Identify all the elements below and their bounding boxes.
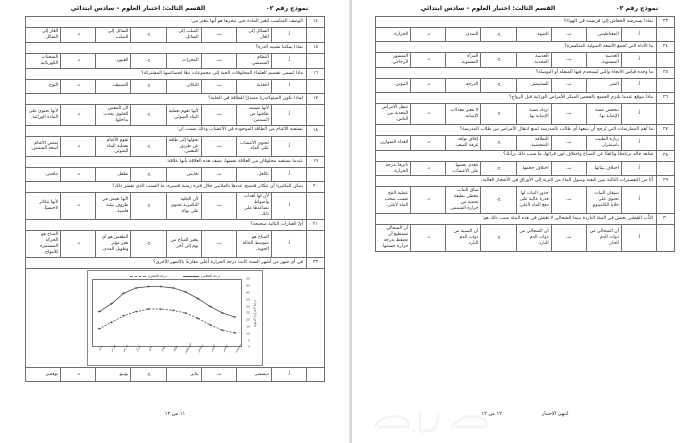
y-tick: 5	[248, 338, 250, 343]
question-text: الدُّب القطبي يعيش في البيئة الباردة بينما الشحالي لا تعيش في هذه البيئة سبب ذلك هو:	[376, 214, 657, 225]
option-text-1[interactable]: العدسة المحدبة.	[516, 53, 551, 68]
option-text-1[interactable]: تعايش.	[166, 168, 201, 182]
option-label-1[interactable]: ب.	[551, 225, 586, 252]
question-row	[376, 124, 675, 135]
question-text: بماذا يسترشد الخفاش إلى فريسته في الهواء؟	[376, 17, 657, 28]
option-text-1[interactable]: السنتيمتر.	[516, 78, 551, 92]
chart-cell	[26, 268, 325, 367]
question-number: ٢١	[307, 220, 325, 231]
option-text-0[interactable]: ديسمبر.	[236, 368, 271, 382]
page-12	[350, 0, 700, 443]
options-row	[26, 104, 325, 125]
chart-row	[26, 268, 325, 367]
options-row	[376, 103, 675, 124]
option-text-3[interactable]: الشحنات الكهربائية.	[26, 53, 61, 68]
option-text-0[interactable]: تنخفض نسبة الإصابة بها.	[586, 103, 621, 124]
x-tick: سبتمبر	[195, 343, 204, 354]
option-label-0[interactable]: أ.	[271, 193, 306, 220]
data-point	[159, 286, 162, 288]
options-row	[26, 193, 325, 220]
data-point	[135, 311, 138, 313]
option-label-1[interactable]: ب.	[201, 193, 236, 220]
option-label-2[interactable]: ج.	[131, 231, 166, 258]
option-label-0[interactable]: أ.	[621, 187, 656, 214]
option-label-3[interactable]: د.	[61, 104, 96, 125]
question-text: أيًا من التفسيرات التالية يبين كيفية وصول الماء من التربة إلى الأوراق في الأشجار العالية:	[376, 176, 657, 187]
option-label-0[interactable]: أ.	[271, 136, 306, 157]
option-label-1[interactable]: ب.	[201, 104, 236, 125]
options-row	[26, 231, 325, 258]
option-text-0[interactable]: العدسة المستوية.	[586, 53, 621, 68]
y-tick: 25	[246, 310, 250, 315]
data-point	[147, 286, 150, 288]
option-text-3[interactable]: نوفمبر.	[26, 368, 61, 382]
chart-y-axis-label: درجة الحرارة المئوية	[252, 299, 257, 328]
options-row-spacer	[657, 103, 675, 124]
option-label-2[interactable]: ج.	[131, 168, 166, 182]
option-text-1[interactable]: التكاثر.	[166, 79, 201, 93]
question-text: ما وحدة قياس الاتجاه والتي يُستخدم فيها المنقلة أو البوصلة؟	[376, 67, 657, 78]
x-tick: فبراير	[108, 344, 117, 353]
option-label-2[interactable]: ج.	[131, 79, 166, 93]
options-row-spacer	[307, 28, 325, 43]
site-watermark	[368, 401, 498, 441]
question-text: ماذا نتوقع عندما يلتزم الجميع بالفحص المبكر للأمراض الوراثية قبل الزواج؟	[376, 92, 657, 103]
series-line-0	[99, 287, 235, 317]
option-text-2[interactable]: لا تتغير معدلات الإصابة.	[446, 103, 481, 124]
question-text: في أي شهر من أشهر السنة كانت درجة الحرارة أعلى مقارنةً بالأشهر الأخرى؟	[26, 257, 307, 268]
option-text-1[interactable]: يتغير المناخ من يوم إلى آخر.	[166, 231, 201, 258]
option-text-0[interactable]: المتر.	[586, 78, 621, 92]
option-text-0[interactable]: لأنها تستمد طاقتها من الشمس.	[236, 104, 271, 125]
options-row	[26, 28, 325, 43]
option-text-2[interactable]: التصنيف.	[96, 79, 131, 93]
question-row	[376, 150, 675, 161]
option-text-2[interactable]: أن الضبية من ذوات الدم البارد.	[446, 225, 481, 252]
options-row-spacer	[657, 28, 675, 42]
data-point	[147, 308, 150, 310]
option-label-3[interactable]: د.	[411, 78, 446, 92]
option-label-1[interactable]: ب.	[201, 231, 236, 258]
option-text-3[interactable]: النيوتن.	[376, 78, 411, 92]
option-text-3[interactable]: تنتقل الأمراض المعدية بين الناس.	[376, 103, 411, 124]
option-text-0[interactable]: التغذية.	[236, 79, 271, 93]
page-12-footer	[350, 411, 700, 417]
option-label-1[interactable]: ب.	[201, 79, 236, 93]
option-text-1[interactable]: يناير.	[166, 368, 201, 382]
option-label-0[interactable]: أ.	[271, 28, 306, 43]
x-tick: أكتوبر	[208, 344, 217, 353]
header-title-right: القسم الثالث: اختبار العلوم – سادس ابتدائي	[420, 5, 556, 12]
page-number-right: ١٢ من ١٢	[481, 411, 502, 417]
option-label-3[interactable]: د.	[411, 28, 446, 42]
question-row	[26, 182, 325, 193]
y-tick: 20	[246, 317, 250, 322]
option-text-0[interactable]: المغناطيس.	[586, 28, 621, 42]
y-tick: 30	[246, 304, 250, 309]
question-number: ١٩	[307, 157, 325, 168]
question-number: ٣٠	[657, 214, 675, 225]
option-text-2[interactable]: تقوم الأغنام بعملية البناء الضوئي.	[96, 136, 131, 157]
y-tick: 35	[246, 297, 250, 302]
question-number: ٢٠	[307, 182, 325, 193]
option-label-2[interactable]: ج.	[481, 187, 516, 214]
question-table-page-12	[375, 16, 675, 252]
option-label-1[interactable]: ب.	[551, 53, 586, 68]
question-number: ٢٧	[657, 124, 675, 135]
question-row	[376, 42, 675, 53]
question-row	[376, 214, 675, 225]
option-label-1[interactable]: ب.	[551, 161, 586, 176]
question-number: ٢٣	[657, 17, 675, 28]
question-number: ٢٨	[657, 150, 675, 161]
options-row	[376, 187, 675, 214]
options-row-spacer	[307, 136, 325, 157]
option-text-3[interactable]: لأنها تحتوي على المادة الوراثية.	[26, 104, 61, 125]
option-text-0[interactable]: المناخ هو متوسط الحالة الجوية.	[236, 231, 271, 258]
option-text-2[interactable]: ساق النبات مغطى بطبقة تحميه من حرارة الشمس.	[446, 187, 481, 214]
option-label-0[interactable]: أ.	[271, 53, 306, 68]
x-tick: أبريل	[134, 344, 141, 353]
option-text-1[interactable]: النظافة الشخصية.	[516, 135, 551, 150]
option-label-3[interactable]: د.	[61, 193, 96, 220]
option-text-1[interactable]: تحولها إلى طاقة عن طريق التنفس.	[166, 136, 201, 157]
options-row-spacer	[307, 231, 325, 258]
option-label-1[interactable]: ب.	[201, 28, 236, 43]
option-label-3[interactable]: د.	[411, 187, 446, 214]
question-text: بماذا يمكننا تشبيه الذرة؟	[26, 42, 307, 53]
data-point	[122, 315, 125, 317]
option-text-2[interactable]: تتغذى بعضها على الأعشاب.	[446, 161, 481, 176]
x-tick: نوفمبر	[221, 343, 229, 353]
options-row	[376, 225, 675, 252]
option-label-1[interactable]: ب.	[201, 168, 236, 182]
question-table-page-11	[25, 16, 325, 382]
question-text: تستفيد الأغنام من الطاقة الموجودة في الأعشاب وذلك بسبب أن:	[26, 125, 307, 136]
option-label-3[interactable]: د.	[61, 368, 96, 382]
option-label-3[interactable]: د.	[61, 231, 96, 258]
question-row	[26, 17, 325, 28]
options-row-spacer	[307, 168, 325, 182]
question-row	[26, 125, 325, 136]
option-text-3[interactable]: تأثرها بدرجة الحرارة.	[376, 161, 411, 176]
legend-swatch-0	[183, 276, 199, 277]
options-row-spacer	[657, 187, 675, 214]
chart-y-ticks	[242, 276, 251, 349]
options-row-spacer	[657, 53, 675, 68]
options-row-spacer	[307, 368, 325, 382]
y-tick: 45	[246, 283, 250, 288]
question-row	[376, 17, 675, 28]
question-number: ١٤	[307, 17, 325, 28]
option-text-3[interactable]: الغاز إلى السائل.	[26, 28, 61, 43]
option-text-0[interactable]: أن الشحالي من ذوات الدم الحار.	[586, 225, 621, 252]
option-label-2[interactable]: ج.	[131, 104, 166, 125]
option-label-2[interactable]: ج.	[481, 161, 516, 176]
option-label-0[interactable]: أ.	[271, 368, 306, 382]
option-label-1[interactable]: ب.	[201, 53, 236, 68]
model-label-left: نموذج رقم ٠٢	[265, 5, 309, 12]
options-row-spacer	[657, 78, 675, 92]
y-tick: 15	[246, 324, 250, 329]
options-row-spacer	[307, 79, 325, 93]
option-label-2[interactable]: ج.	[481, 53, 516, 68]
question-text: يمكن للبكتيريا أن تتكاثر فتصبح عددها بالملايين خلال فترة زمنية قصيرة، ما السبب الذي يفسر ذلك؟	[26, 182, 307, 193]
question-row	[26, 42, 325, 53]
x-tick: يناير	[96, 345, 104, 352]
question-text: لماذا تكون الميتوكندريا مصدرًا للطاقة في الخلية؟	[26, 93, 307, 104]
option-label-1[interactable]: ب.	[551, 103, 586, 124]
option-label-3[interactable]: د.	[411, 161, 446, 176]
option-text-3[interactable]: تنافس.	[26, 168, 61, 182]
option-text-3[interactable]: الحرارة.	[376, 28, 411, 42]
option-label-0[interactable]: أ.	[271, 231, 306, 258]
option-label-3[interactable]: د.	[61, 136, 96, 157]
y-tick: 40	[246, 290, 250, 295]
option-label-0[interactable]: أ.	[621, 78, 656, 92]
option-text-0[interactable]: تحتوي الأعشاب على الماء.	[236, 136, 271, 157]
option-text-2[interactable]: السائل إلى الصلب.	[96, 28, 131, 43]
x-tick: أغسطس	[182, 342, 193, 355]
options-row	[26, 368, 325, 382]
options-row	[26, 168, 325, 182]
options-row-spacer	[657, 135, 675, 150]
legend-item	[130, 274, 167, 278]
option-label-1[interactable]: ب.	[551, 28, 586, 42]
model-label-right: نموذج رقم ٠٢	[615, 5, 659, 12]
option-label-2[interactable]: ج.	[131, 193, 166, 220]
x-tick: يوليو	[171, 344, 179, 352]
temperature-chart	[87, 270, 263, 366]
options-row-spacer	[307, 53, 325, 68]
option-text-2[interactable]: تطفل.	[96, 168, 131, 182]
end-of-exam-note: انتهى الاختبار	[541, 411, 569, 417]
question-row	[26, 157, 325, 168]
option-label-3[interactable]: د.	[61, 79, 96, 93]
options-row-spacer	[657, 225, 675, 252]
question-number: ١٧	[307, 93, 325, 104]
options-row	[376, 161, 675, 176]
option-text-2[interactable]: لأن التنفس الخلوي يحدث بداخلها.	[96, 104, 131, 125]
option-text-3[interactable]: المناخ هو الحركة المستمرة للأمواج.	[26, 231, 61, 258]
options-row	[26, 53, 325, 68]
option-text-1[interactable]: أن الشحالي من ذوات الدم البارد.	[516, 225, 551, 252]
page-11-header	[0, 0, 350, 12]
option-label-3[interactable]: د.	[61, 53, 96, 68]
option-text-3[interactable]: تمتص الأغنام أشعة الشمس.	[26, 136, 61, 157]
question-number: ٢٤	[657, 42, 675, 53]
option-text-0[interactable]: اختلاف بيئاتها.	[586, 161, 621, 176]
option-label-2[interactable]: ج.	[131, 53, 166, 68]
option-text-0[interactable]: زيارة الطبيب باستمرار.	[586, 135, 621, 150]
option-text-1[interactable]: المجرات.	[166, 53, 201, 68]
page-12-header	[350, 0, 700, 12]
option-label-0[interactable]: أ.	[621, 135, 656, 150]
option-label-1[interactable]: ب.	[551, 78, 586, 92]
option-label-2[interactable]: ج.	[481, 135, 516, 150]
question-row	[376, 176, 675, 187]
option-text-2[interactable]: إغلاق نوافذ غرفة الصف.	[446, 135, 481, 150]
options-row-spacer	[307, 104, 325, 125]
option-label-3[interactable]: د.	[411, 135, 446, 150]
question-row	[376, 92, 675, 103]
option-text-1[interactable]: اختلاف حجمها.	[516, 161, 551, 176]
question-number: ١٦	[307, 68, 325, 79]
options-row	[376, 53, 675, 68]
option-label-2[interactable]: ج.	[481, 78, 516, 92]
options-row	[376, 28, 675, 42]
option-label-3[interactable]: د.	[411, 103, 446, 124]
x-tick: مارس	[121, 344, 129, 353]
question-number: ١٥	[307, 42, 325, 53]
chart-plot-area	[92, 279, 242, 347]
option-text-2[interactable]: الطقس هو أي تغير مؤثر وطويل المدى.	[96, 231, 131, 258]
option-label-0[interactable]: أ.	[271, 168, 306, 182]
option-text-2[interactable]: العيون.	[96, 53, 131, 68]
option-label-1[interactable]: ب.	[201, 368, 236, 382]
option-label-3[interactable]: د.	[411, 225, 446, 252]
question-number: ٢٦	[657, 92, 675, 103]
option-label-0[interactable]: أ.	[621, 103, 656, 124]
option-text-1[interactable]: الصلب إلى السائل.	[166, 28, 201, 43]
x-tick: يونيو	[159, 344, 166, 352]
question-number: ٢٩	[657, 176, 675, 187]
question-text: الوصف المناسب لتغير المادة حين تبخرها هو أنها تتغير من:	[26, 17, 307, 28]
option-text-0[interactable]: تكافل.	[236, 168, 271, 182]
question-text: عندما يستفيد مخلوقان من العلاقة نفسها، نصف هذه العلاقة بأنها علاقة:	[26, 157, 307, 168]
options-row	[376, 135, 675, 150]
question-text: ما أهم الممارسات التي يُرجح أن يتبعها أي طالب بالمدرسة لمنع انتقال الأمراض بين طلاب المدرسة؟	[376, 124, 657, 135]
option-text-2[interactable]: الصدى.	[446, 28, 481, 42]
option-text-1[interactable]: تزداد نسبة الإصابة بها.	[516, 103, 551, 124]
legend-swatch-1	[130, 276, 146, 277]
option-label-1[interactable]: ب.	[551, 187, 586, 214]
series-line-1	[99, 309, 235, 333]
option-text-3[interactable]: لأنها تتكاثر لاجنسيًا.	[26, 193, 61, 220]
legend-label: درجة الصغرى	[147, 273, 167, 278]
question-row	[26, 93, 325, 104]
y-tick: 50	[246, 276, 250, 281]
chart-x-ticks	[92, 342, 242, 363]
option-text-2[interactable]: لأنها تعيش في ظروف بيئية قاسية.	[96, 193, 131, 220]
option-label-0[interactable]: أ.	[621, 28, 656, 42]
option-text-0[interactable]: سيقان النبات تحتوي على خلايا الكامبيوم.	[586, 187, 621, 214]
option-label-0[interactable]: أ.	[271, 79, 306, 93]
x-tick: ديسمبر	[233, 343, 242, 354]
options-row	[376, 78, 675, 92]
question-row	[26, 68, 325, 79]
option-label-0[interactable]: أ.	[621, 161, 656, 176]
option-text-1[interactable]: لأنها تقوم بعملية البناء الضوئي.	[166, 104, 201, 125]
options-row	[26, 136, 325, 157]
data-point	[159, 308, 162, 310]
question-text: أيّ العبارات التالية صحيحة؟	[26, 220, 307, 231]
option-text-3[interactable]: أن الشحالي تستطيع أن تحتفظ بدرجة حرارة جسمها.	[376, 225, 411, 252]
option-text-2[interactable]: المرآة المستوية.	[446, 53, 481, 68]
y-tick: 0	[248, 344, 250, 349]
question-row	[376, 67, 675, 78]
legend-item	[183, 274, 220, 278]
option-text-3[interactable]: النوع.	[26, 79, 61, 93]
chart-legend	[92, 274, 258, 278]
option-label-3[interactable]: د.	[61, 168, 96, 182]
option-text-3[interactable]: الغذاء المتوازن.	[376, 135, 411, 150]
option-label-0[interactable]: أ.	[271, 104, 306, 125]
options-row-spacer	[657, 161, 675, 176]
data-point	[233, 332, 236, 334]
option-text-2[interactable]: الدرجة.	[446, 78, 481, 92]
options-row	[26, 79, 325, 93]
option-label-2[interactable]: ج.	[481, 103, 516, 124]
y-tick: 10	[246, 331, 250, 336]
option-label-2[interactable]: ج.	[481, 28, 516, 42]
question-text: ما الأداة التي تُجمع الأشعة الضوئية المتكسرة؟	[376, 42, 657, 53]
option-label-0[interactable]: أ.	[621, 225, 656, 252]
option-text-0[interactable]: لأن لها أهداب وأسواط تساعدها على ذلك.	[236, 193, 271, 220]
page-number-left: ١١ من ١٢	[164, 411, 186, 417]
data-point	[110, 322, 113, 324]
option-label-2[interactable]: ج.	[481, 225, 516, 252]
option-label-2[interactable]: ج.	[131, 136, 166, 157]
option-label-2[interactable]: ج.	[131, 368, 166, 382]
question-number: ٢٥	[657, 67, 675, 78]
option-label-0[interactable]: أ.	[621, 53, 656, 68]
option-label-3[interactable]: د.	[61, 28, 96, 43]
data-point	[172, 310, 175, 312]
legend-label: درجة العظمى	[200, 273, 221, 278]
option-label-1[interactable]: ب.	[551, 135, 586, 150]
option-text-3[interactable]: عملية النتح تسبب سحب الماء لأعلى.	[376, 187, 411, 214]
option-label-2[interactable]: ج.	[131, 28, 166, 43]
option-text-1[interactable]: لأن الخلية البكتيرية تحتوي على نواة.	[166, 193, 201, 220]
option-text-0[interactable]: النظام الشمسي.	[236, 53, 271, 68]
option-text-1[interactable]: جذور النبات لها قدرة عالية على دفع الماء لأعلى.	[516, 187, 551, 214]
question-row	[26, 257, 325, 268]
question-text: شاهد خالد برنامجًا وثائقيًا عن الضباع واختلاف لون فرائها، ما سبب ذلك برأيك؟	[376, 150, 657, 161]
question-row	[26, 220, 325, 231]
option-label-3[interactable]: د.	[411, 53, 446, 68]
option-text-1[interactable]: الضوء.	[516, 28, 551, 42]
question-number: ٢٢	[307, 257, 325, 268]
header-title-left: القسم الثالث: اختبار العلوم – سادس ابتدائي	[70, 5, 206, 12]
option-label-1[interactable]: ب.	[201, 136, 236, 157]
option-text-0[interactable]: السائل إلى الغاز.	[236, 28, 271, 43]
option-text-2[interactable]: يونيو.	[96, 368, 131, 382]
page-gutter	[349, 0, 352, 443]
options-row-spacer	[307, 193, 325, 220]
option-text-3[interactable]: المنشور الزجاجي.	[376, 53, 411, 68]
question-number: ١٨	[307, 125, 325, 136]
question-text: ماذا يُسمى تقسيم العلماء المخلوقات الحية إلى مجموعات تبعًا لخصائصها المشتركة؟	[26, 68, 307, 79]
x-tick: مايو	[146, 345, 153, 352]
